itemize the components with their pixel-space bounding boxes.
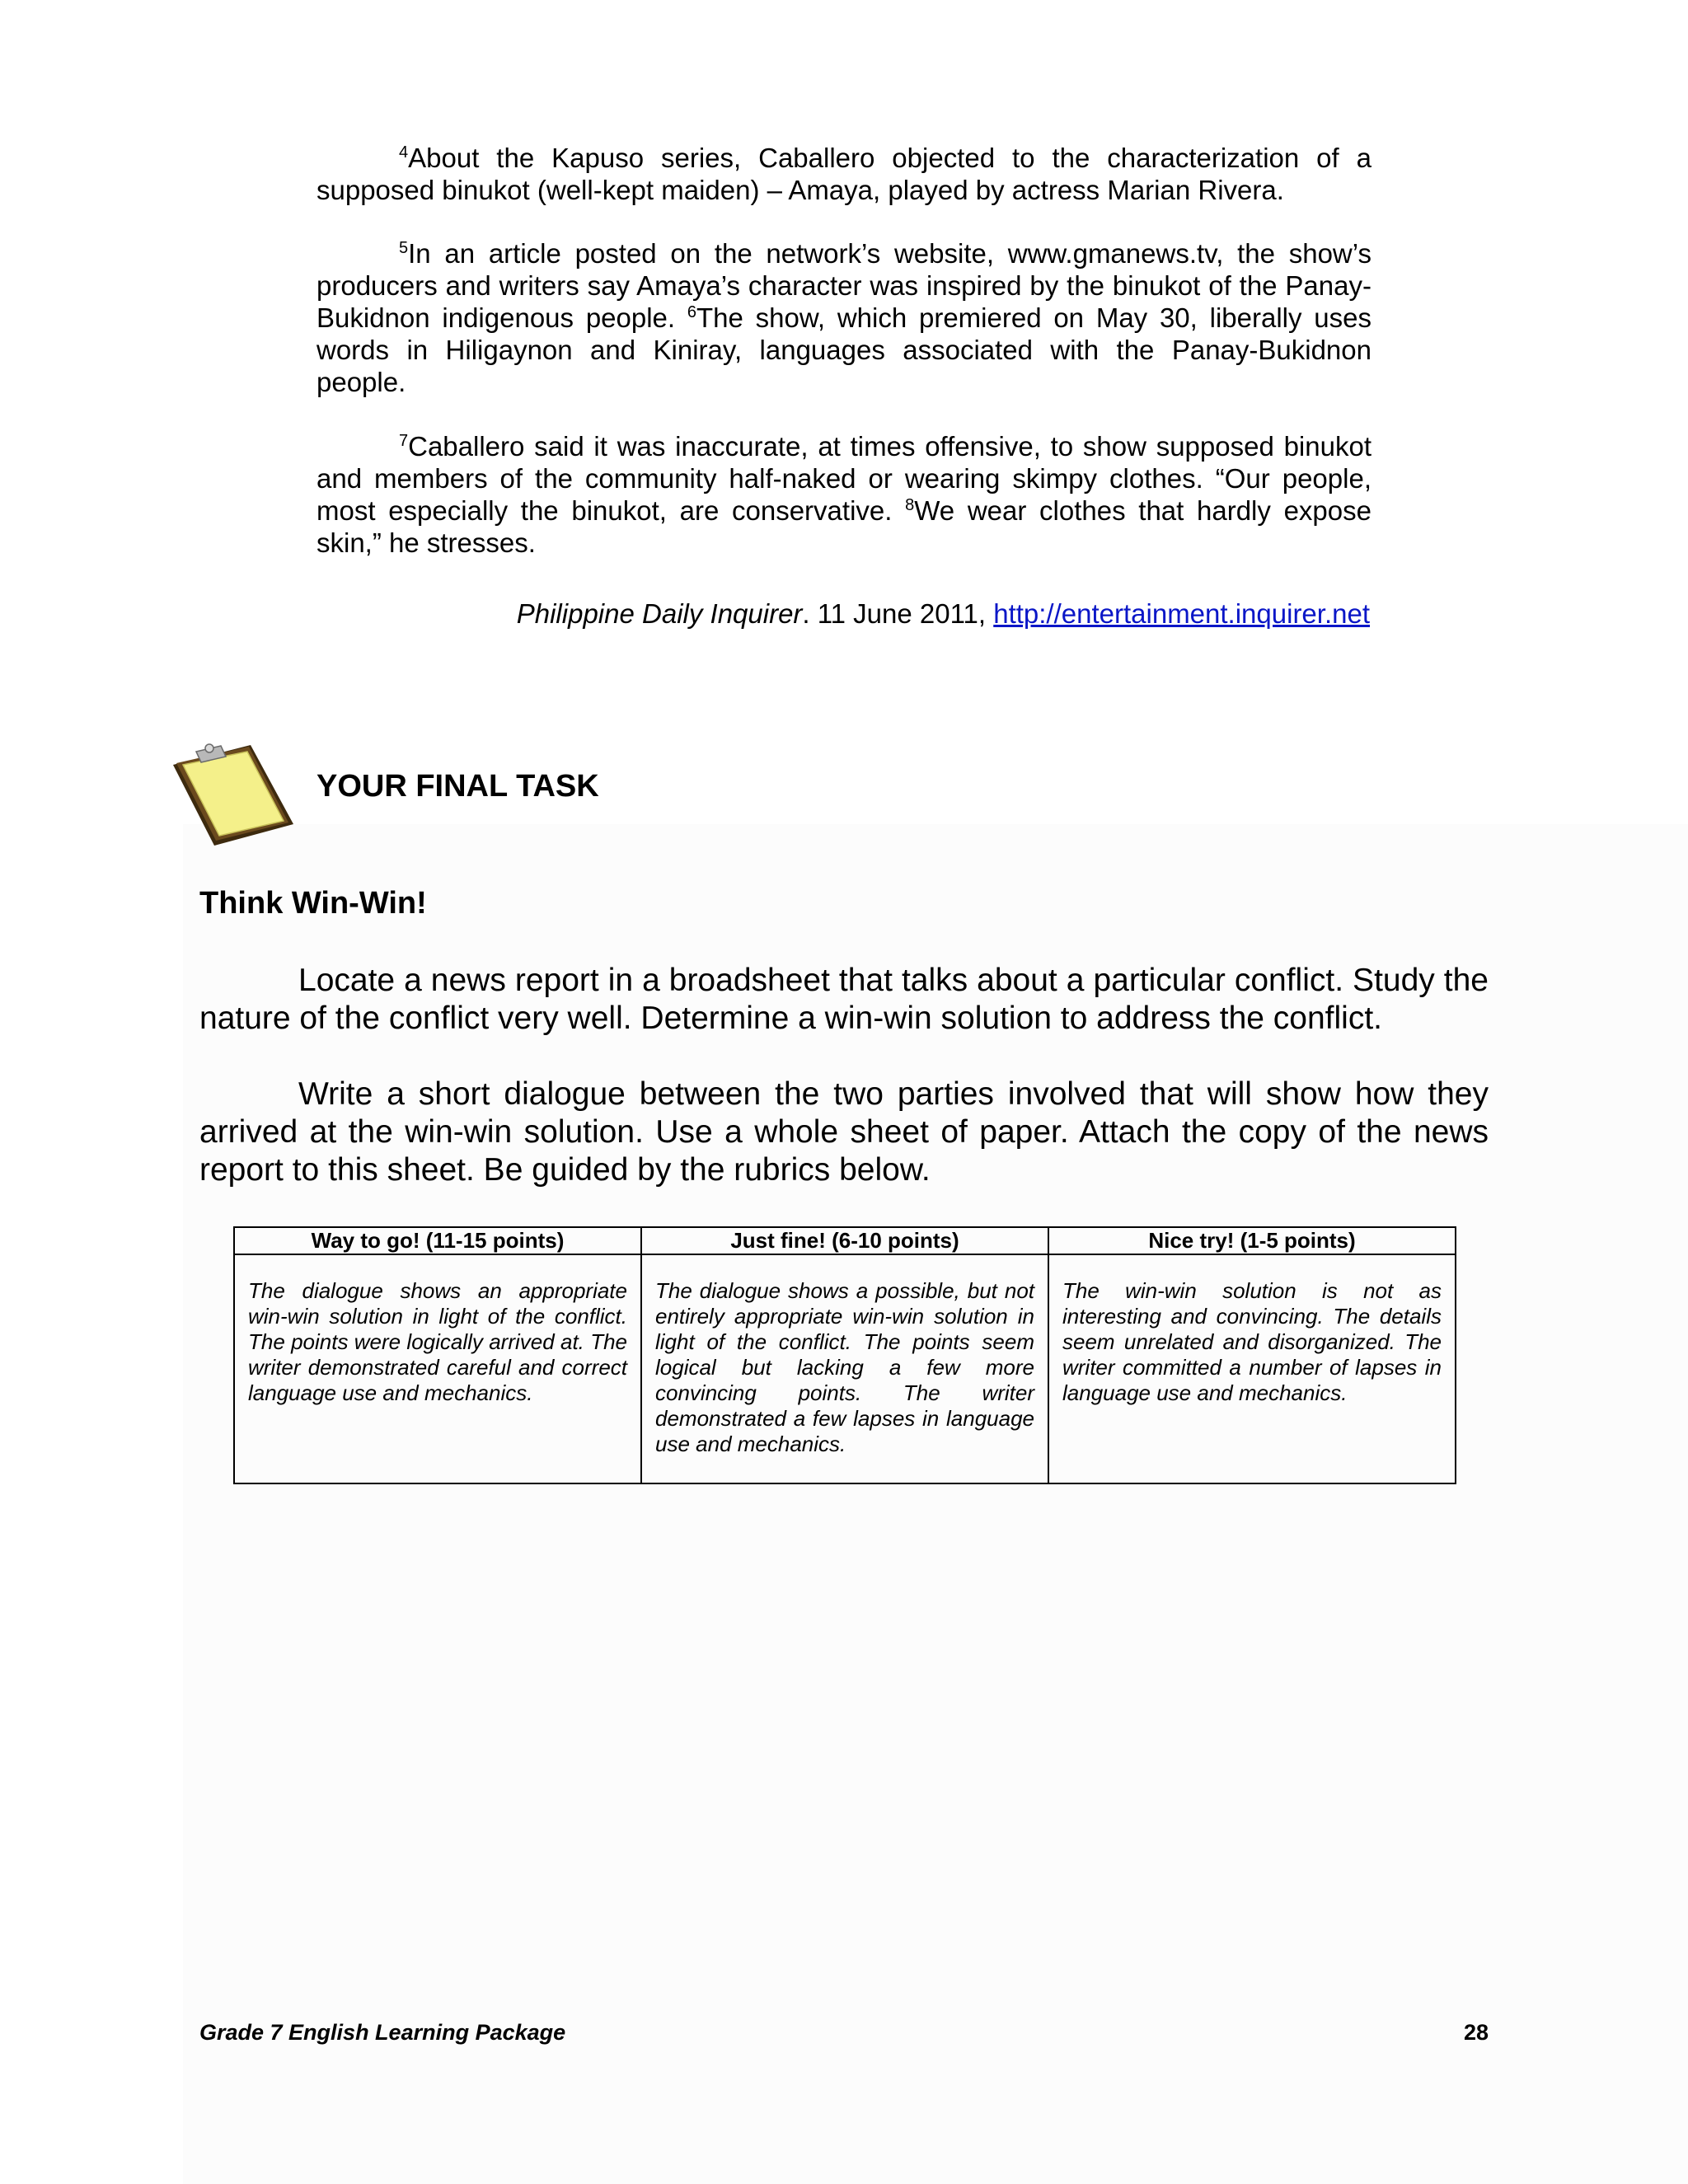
footer-title: Grade 7 English Learning Package — [199, 2020, 566, 2045]
article-paragraph-5 — [316, 237, 1372, 398]
task-subtitle: Think Win-Win! — [199, 886, 427, 921]
task-instruction-2: Write a short dialogue between the two parties involved that will show how they arrived at the win-win solution. Use a whole sheet of paper. Attach the copy of the news report to this sheet. Be guided by the rubrics below. — [199, 1076, 1489, 1188]
paragraph-text: About the Kapuso series, Caballero objected to the characterization of a supposed binukot (well-kept maiden) – Amaya, played by actress Marian Rivera. — [316, 143, 1372, 205]
rubric-criteria-row — [234, 1254, 1456, 1483]
citation-source: Philippine Daily Inquirer — [516, 598, 803, 629]
article-paragraph-7 — [316, 430, 1372, 559]
sentence-number: 7 — [399, 432, 409, 450]
sentence-number: 8 — [905, 496, 915, 514]
paragraph-text: Caballero said it was inaccurate, at times offensive, to show supposed binukot and members of the community half-naked or wearing skimpy clothes. “Our people, most especially the binukot, are conservative. — [316, 431, 1372, 526]
page-number: 28 — [1463, 2020, 1489, 2045]
rubric-cell: The dialogue shows a possible, but not entirely appropriate win-win solution in light of the conflict. The points seem logical but lacking a few more convincing points. The writer demonstrated a few lapses in language use and mechanics. — [641, 1254, 1048, 1483]
paragraph-text: We wear clothes that hardly expose skin,” he stresses. — [316, 495, 1372, 558]
section-title: YOUR FINAL TASK — [316, 769, 599, 804]
rubric-cell: The dialogue shows an appropriate win-win solution in light of the conflict. The points were logically arrived at. The writer demonstrated careful and correct language use and mechanics. — [234, 1254, 641, 1483]
sentence-number: 6 — [687, 303, 696, 321]
sentence-number: 4 — [399, 143, 409, 162]
rubric-header: Just fine! (6-10 points) — [641, 1227, 1048, 1254]
sentence-number: 5 — [399, 239, 409, 257]
rubric-header: Way to go! (11-15 points) — [234, 1227, 641, 1254]
rubric-header-row — [234, 1227, 1456, 1254]
citation-link[interactable]: http://entertainment.inquirer.net — [993, 598, 1370, 629]
paragraph-text: In an article posted on the network’s website, www.gmanews.tv, the show’s producers and writers say Amaya’s character was inspired by the binukot of the Panay-Bukidnon indigenous people. — [316, 238, 1372, 333]
paragraph-text: The show, which premiered on May 30, liberally uses words in Hiligaynon and Kiniray, languages associated with the Panay-Bukidnon people. — [316, 302, 1372, 397]
clipboard-icon — [171, 742, 295, 849]
rubric-cell: The win-win solution is not as interesting and convincing. The details seem unrelated and disorganized. The writer committed a number of lapses in language use and mechanics. — [1048, 1254, 1456, 1483]
article-citation — [316, 598, 1370, 630]
rubric-table — [233, 1226, 1456, 1484]
task-instruction-1: Locate a news report in a broadsheet that talks about a particular conflict. Study the nature of the conflict very well. Determine a win-win solution to address the conflict. — [199, 963, 1489, 1036]
citation-date: . 11 June 2011, — [802, 598, 994, 629]
rubric-header: Nice try! (1-5 points) — [1048, 1227, 1456, 1254]
article-paragraph-4 — [316, 142, 1372, 206]
